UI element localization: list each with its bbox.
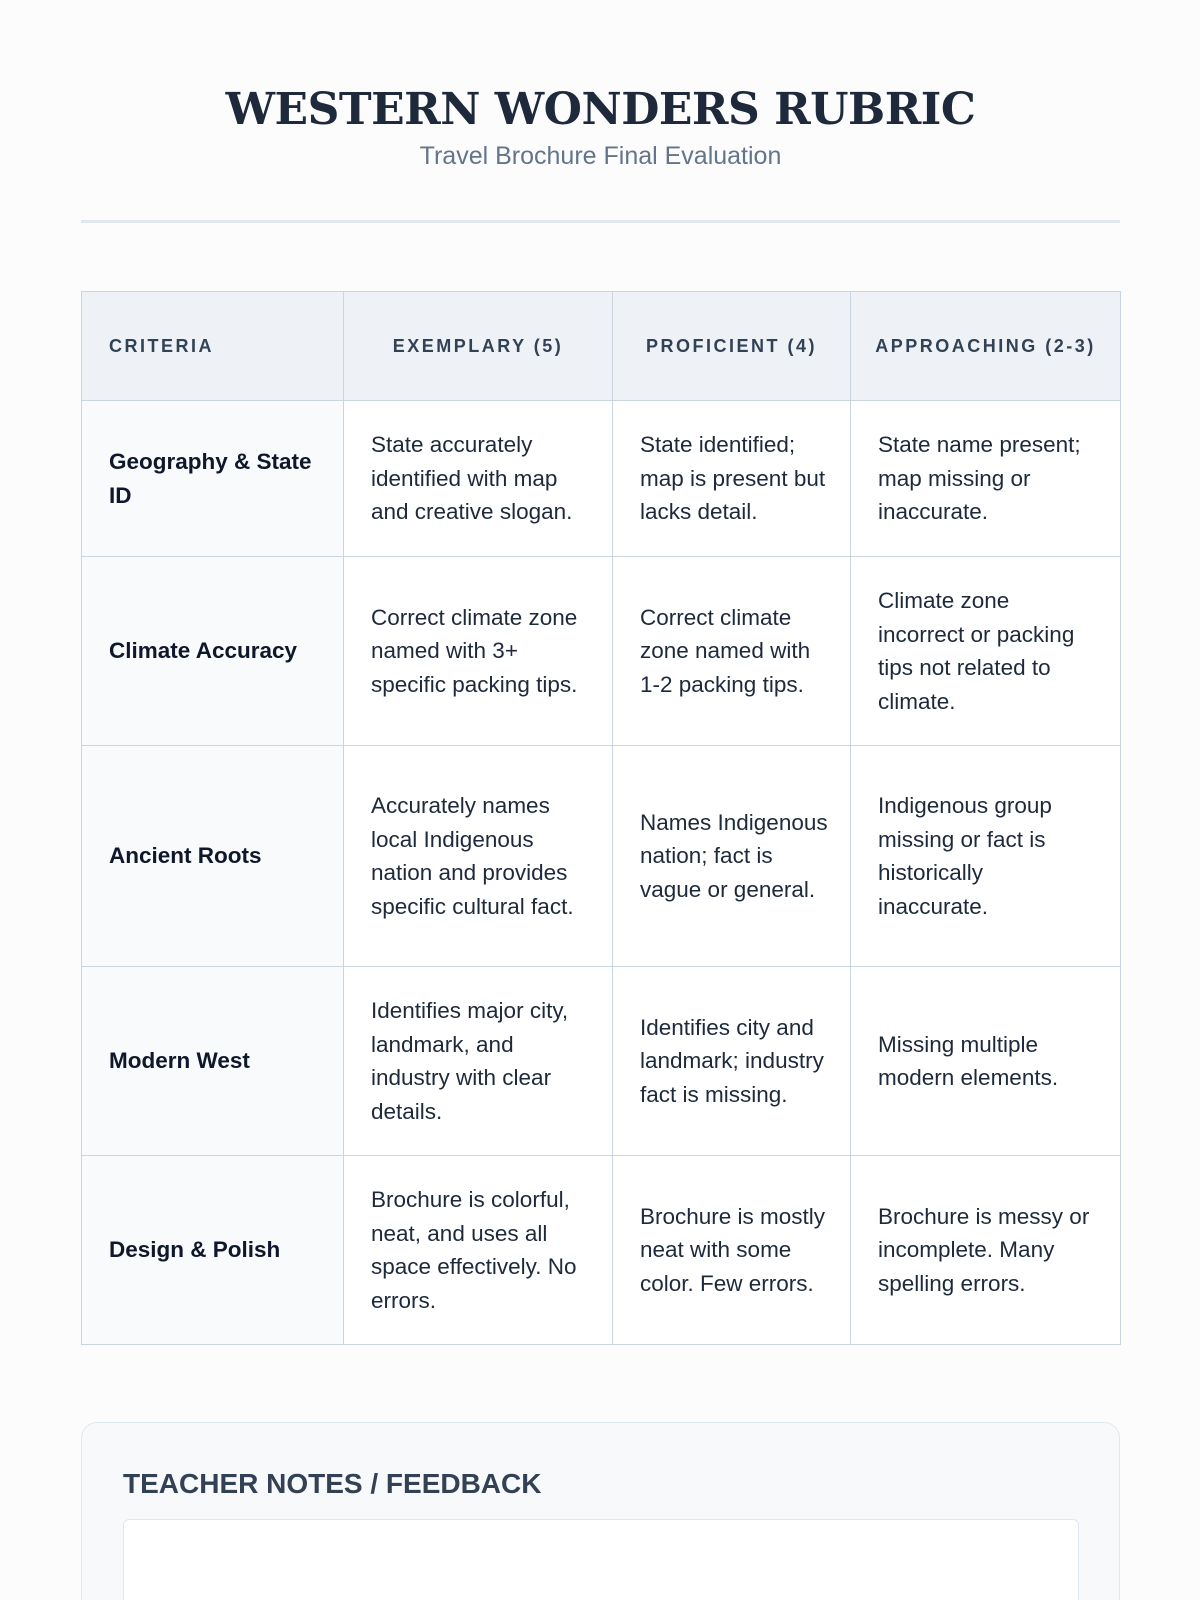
exemplary-cell: State accurately identified with map and creative slogan. <box>344 401 613 557</box>
proficient-cell: Brochure is mostly neat with some color. Few errors. <box>613 1156 851 1345</box>
header-row <box>82 292 1121 401</box>
proficient-cell: Names Indigenous nation; fact is vague or general. <box>613 746 851 967</box>
table-row <box>82 746 1121 967</box>
column-header-exemplary: EXEMPLARY (5) <box>344 292 613 401</box>
exemplary-cell: Brochure is colorful, neat, and uses all space effectively. No errors. <box>344 1156 613 1345</box>
exemplary-cell: Correct climate zone named with 3+ specific packing tips. <box>344 557 613 746</box>
approaching-cell: State name present; map missing or inaccurate. <box>851 401 1121 557</box>
teacher-notes-title: TEACHER NOTES / FEEDBACK <box>123 1468 542 1499</box>
column-header-approaching: APPROACHING (2-3) <box>851 292 1121 401</box>
exemplary-cell: Accurately names local Indigenous nation and provides specific cultural fact. <box>344 746 613 967</box>
exemplary-cell: Identifies major city, landmark, and industry with clear details. <box>344 967 613 1156</box>
table-row <box>82 967 1121 1156</box>
teacher-notes-field[interactable] <box>123 1519 1079 1600</box>
approaching-cell: Brochure is messy or incomplete. Many spelling errors. <box>851 1156 1121 1345</box>
criteria-cell: Modern West <box>82 967 344 1156</box>
approaching-cell: Missing multiple modern elements. <box>851 967 1121 1156</box>
proficient-cell: Correct climate zone named with 1-2 packing tips. <box>613 557 851 746</box>
table-row <box>82 557 1121 746</box>
page-title: WESTERN WONDERS RUBRIC <box>225 84 976 135</box>
criteria-cell: Design & Polish <box>82 1156 344 1345</box>
proficient-cell: State identified; map is present but lacks detail. <box>613 401 851 557</box>
approaching-cell: Indigenous group missing or fact is historically inaccurate. <box>851 746 1121 967</box>
table-row <box>82 1156 1121 1345</box>
column-header-proficient: PROFICIENT (4) <box>613 292 851 401</box>
teacher-notes-card <box>81 1422 1120 1600</box>
criteria-cell: Geography & State ID <box>82 401 344 557</box>
criteria-cell: Ancient Roots <box>82 746 344 967</box>
criteria-cell: Climate Accuracy <box>82 557 344 746</box>
column-header-criteria: CRITERIA <box>82 292 344 401</box>
proficient-cell: Identifies city and landmark; industry fact is missing. <box>613 967 851 1156</box>
approaching-cell: Climate zone incorrect or packing tips not related to climate. <box>851 557 1121 746</box>
table-row <box>82 401 1121 557</box>
rubric-table <box>81 291 1121 1345</box>
header-divider <box>81 220 1120 223</box>
page-subtitle: Travel Brochure Final Evaluation <box>419 142 782 170</box>
header <box>81 80 1120 172</box>
